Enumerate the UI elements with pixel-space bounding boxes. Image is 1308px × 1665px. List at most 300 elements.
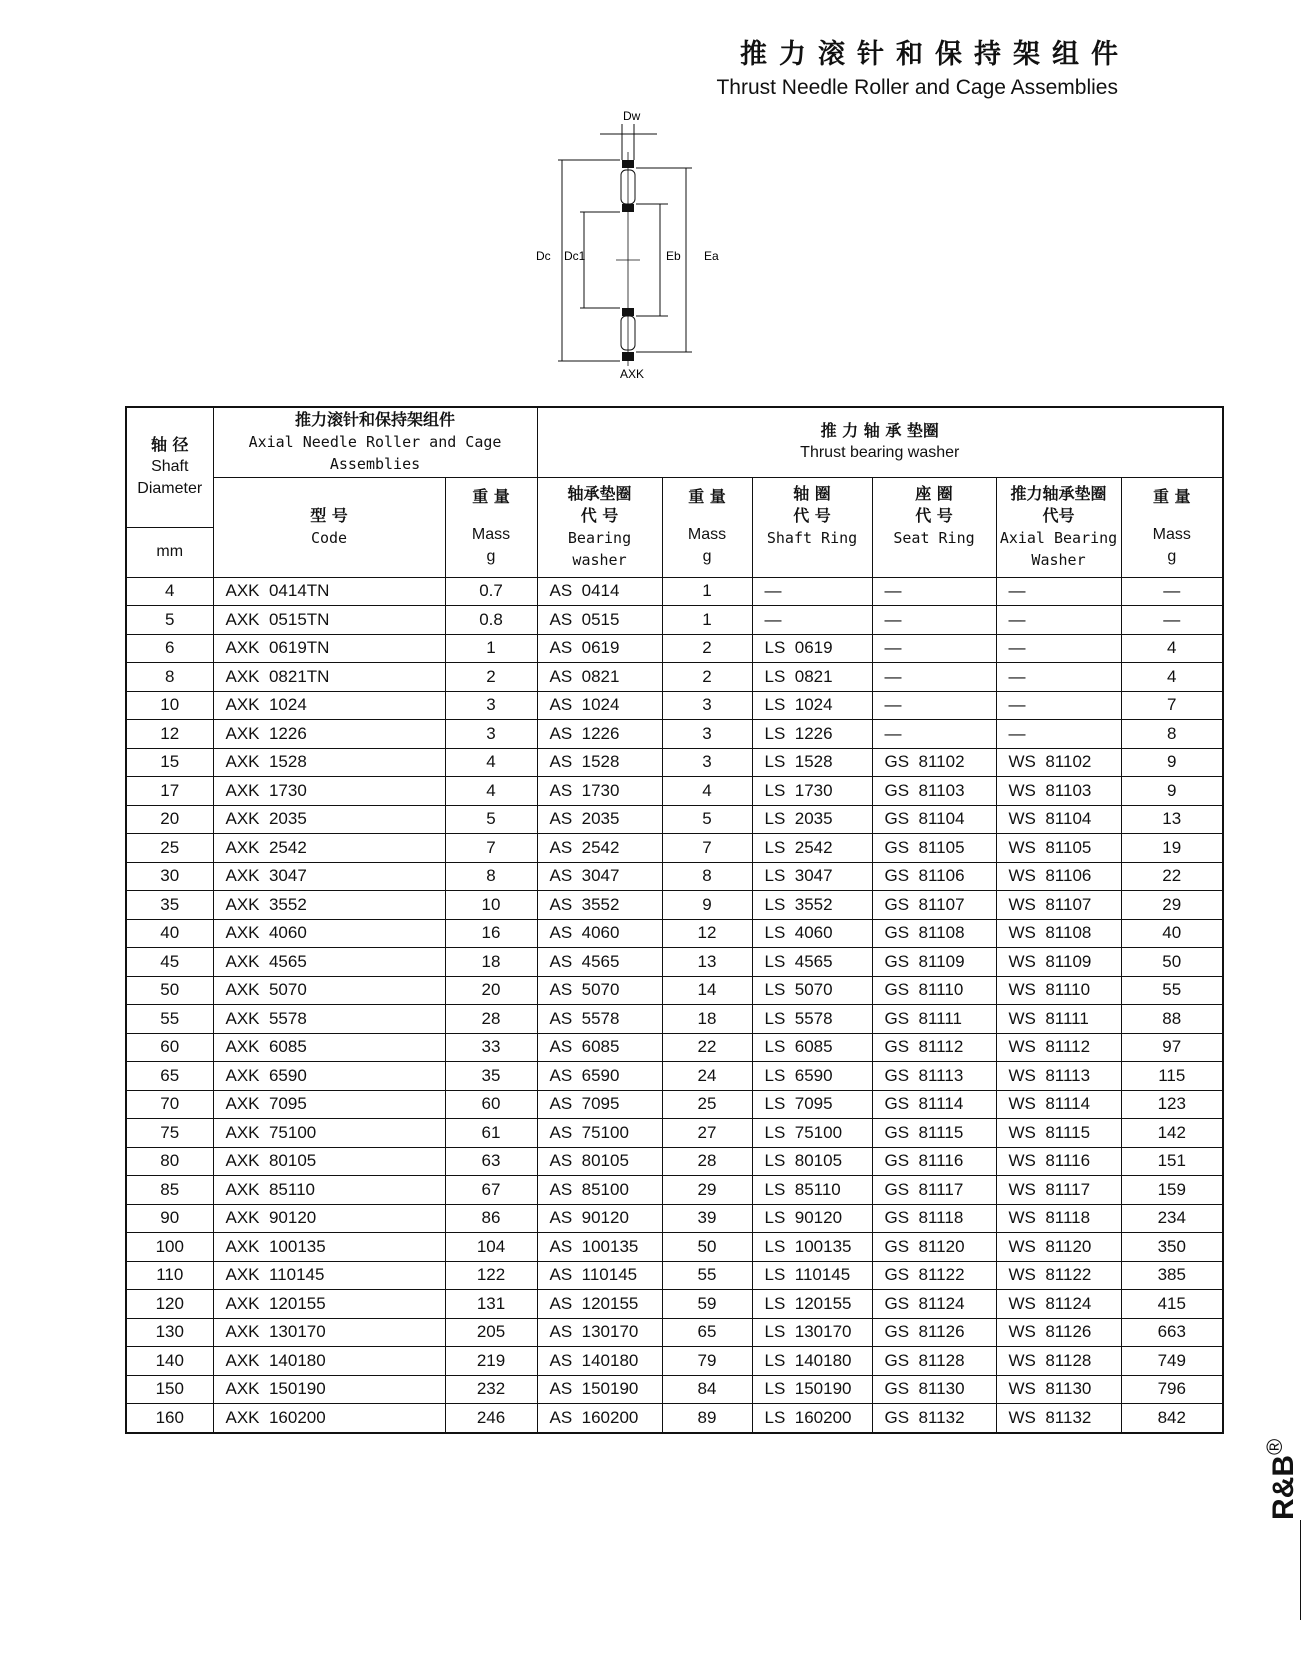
- cell-shaft-ring: LS 2035: [752, 805, 872, 834]
- cell-shaft-ring: LS 85110: [752, 1176, 872, 1205]
- cell-shaft-ring: LS 100135: [752, 1233, 872, 1262]
- table-row: [126, 891, 1223, 920]
- cell-axial-mass: 88: [1121, 1005, 1223, 1034]
- table-row: [126, 1176, 1223, 1205]
- cell-washer-mass: 79: [662, 1347, 752, 1376]
- cell-bearing-washer: AS 85100: [537, 1176, 662, 1205]
- cell-seat-ring: GS 81102: [872, 748, 996, 777]
- cell-mass: 7: [445, 834, 537, 863]
- cell-washer-mass: 2: [662, 634, 752, 663]
- cell-seat-ring: GS 81126: [872, 1318, 996, 1347]
- cell-shaft-diameter: 160: [126, 1404, 213, 1433]
- cell-axial-washer: WS 81108: [996, 919, 1121, 948]
- cell-shaft-ring: LS 6590: [752, 1062, 872, 1091]
- cell-shaft-ring: LS 130170: [752, 1318, 872, 1347]
- cell-axial-washer: WS 81109: [996, 948, 1121, 977]
- cell-axial-mass: 151: [1121, 1147, 1223, 1176]
- cell-axial-washer: WS 81107: [996, 891, 1121, 920]
- cell-bearing-washer: AS 0821: [537, 663, 662, 692]
- cell-washer-mass: 2: [662, 663, 752, 692]
- cell-seat-ring: GS 81118: [872, 1204, 996, 1233]
- cell-code: AXK 7095: [213, 1090, 445, 1119]
- cell-axial-washer: WS 81103: [996, 777, 1121, 806]
- cell-mass: 1: [445, 634, 537, 663]
- table-row: [126, 1204, 1223, 1233]
- cell-bearing-washer: AS 7095: [537, 1090, 662, 1119]
- cell-mass: 35: [445, 1062, 537, 1091]
- cell-seat-ring: GS 81124: [872, 1290, 996, 1319]
- cell-washer-mass: 5: [662, 805, 752, 834]
- cell-seat-ring: —: [872, 577, 996, 606]
- cell-axial-washer: WS 81104: [996, 805, 1121, 834]
- cell-washer-mass: 3: [662, 691, 752, 720]
- cell-seat-ring: GS 81116: [872, 1147, 996, 1176]
- cell-seat-ring: GS 81117: [872, 1176, 996, 1205]
- cell-bearing-washer: AS 2542: [537, 834, 662, 863]
- cell-shaft-diameter: 150: [126, 1375, 213, 1404]
- cell-bearing-washer: AS 5070: [537, 976, 662, 1005]
- cell-washer-mass: 27: [662, 1119, 752, 1148]
- cell-bearing-washer: AS 80105: [537, 1147, 662, 1176]
- header-shaft-ring: 轴 圈 代 号 Shaft Ring: [752, 477, 872, 577]
- cell-shaft-diameter: 12: [126, 720, 213, 749]
- label-ea: Ea: [704, 249, 719, 263]
- cell-shaft-diameter: 15: [126, 748, 213, 777]
- cell-shaft-ring: LS 75100: [752, 1119, 872, 1148]
- cell-shaft-diameter: 65: [126, 1062, 213, 1091]
- cell-axial-washer: WS 81114: [996, 1090, 1121, 1119]
- cell-mass: 18: [445, 948, 537, 977]
- label-eb: Eb: [666, 249, 681, 263]
- cell-axial-washer: —: [996, 634, 1121, 663]
- cell-shaft-diameter: 30: [126, 862, 213, 891]
- header-shaft: 轴 径 Shaft Diameter: [126, 407, 213, 527]
- table-row: [126, 577, 1223, 606]
- cell-code: AXK 150190: [213, 1375, 445, 1404]
- cell-bearing-washer: AS 90120: [537, 1204, 662, 1233]
- cell-shaft-ring: LS 0619: [752, 634, 872, 663]
- cell-shaft-ring: LS 4565: [752, 948, 872, 977]
- cell-mass: 246: [445, 1404, 537, 1433]
- cell-axial-mass: 8: [1121, 720, 1223, 749]
- cell-shaft-ring: LS 150190: [752, 1375, 872, 1404]
- cell-bearing-washer: AS 1024: [537, 691, 662, 720]
- cell-washer-mass: 29: [662, 1176, 752, 1205]
- cell-seat-ring: GS 81122: [872, 1261, 996, 1290]
- cell-shaft-ring: LS 120155: [752, 1290, 872, 1319]
- cell-mass: 5: [445, 805, 537, 834]
- cell-bearing-washer: AS 1528: [537, 748, 662, 777]
- cell-washer-mass: 14: [662, 976, 752, 1005]
- cell-washer-mass: 39: [662, 1204, 752, 1233]
- table-row: [126, 1233, 1223, 1262]
- cell-code: AXK 0414TN: [213, 577, 445, 606]
- table-row: [126, 1261, 1223, 1290]
- cell-code: AXK 1226: [213, 720, 445, 749]
- table-row: [126, 1404, 1223, 1433]
- cell-axial-washer: —: [996, 606, 1121, 635]
- cell-shaft-ring: LS 1024: [752, 691, 872, 720]
- cell-washer-mass: 8: [662, 862, 752, 891]
- table-row: [126, 691, 1223, 720]
- cell-code: AXK 6590: [213, 1062, 445, 1091]
- cell-shaft-diameter: 130: [126, 1318, 213, 1347]
- cell-axial-washer: WS 81105: [996, 834, 1121, 863]
- cell-shaft-diameter: 50: [126, 976, 213, 1005]
- cell-shaft-diameter: 6: [126, 634, 213, 663]
- cell-code: AXK 160200: [213, 1404, 445, 1433]
- cell-axial-mass: 4: [1121, 663, 1223, 692]
- cell-seat-ring: GS 81128: [872, 1347, 996, 1376]
- cell-shaft-diameter: 55: [126, 1005, 213, 1034]
- label-axk: AXK: [620, 367, 645, 381]
- cell-bearing-washer: AS 150190: [537, 1375, 662, 1404]
- cell-axial-mass: 842: [1121, 1404, 1223, 1433]
- cell-code: AXK 4060: [213, 919, 445, 948]
- cell-code: AXK 3047: [213, 862, 445, 891]
- table-row: [126, 1005, 1223, 1034]
- cell-washer-mass: 55: [662, 1261, 752, 1290]
- cell-code: AXK 3552: [213, 891, 445, 920]
- header-group-assemblies: 推力滚针和保持架组件 Axial Needle Roller and Cage Assemblies: [213, 407, 537, 477]
- cell-shaft-diameter: 100: [126, 1233, 213, 1262]
- cell-bearing-washer: AS 2035: [537, 805, 662, 834]
- table-body: [126, 577, 1223, 1433]
- cell-seat-ring: GS 81104: [872, 805, 996, 834]
- cell-mass: 104: [445, 1233, 537, 1262]
- cell-code: AXK 85110: [213, 1176, 445, 1205]
- header-mass-axial: 重 量 Mass g: [1121, 477, 1223, 577]
- cell-axial-mass: 9: [1121, 748, 1223, 777]
- cell-axial-washer: —: [996, 691, 1121, 720]
- cell-washer-mass: 1: [662, 606, 752, 635]
- cell-washer-mass: 1: [662, 577, 752, 606]
- cell-code: AXK 1528: [213, 748, 445, 777]
- cell-shaft-diameter: 90: [126, 1204, 213, 1233]
- cell-shaft-ring: LS 80105: [752, 1147, 872, 1176]
- cell-shaft-ring: LS 3047: [752, 862, 872, 891]
- cell-shaft-diameter: 85: [126, 1176, 213, 1205]
- cell-bearing-washer: AS 3552: [537, 891, 662, 920]
- cell-mass: 3: [445, 691, 537, 720]
- cell-code: AXK 130170: [213, 1318, 445, 1347]
- cell-washer-mass: 3: [662, 720, 752, 749]
- cell-washer-mass: 3: [662, 748, 752, 777]
- cell-axial-mass: 13: [1121, 805, 1223, 834]
- cell-bearing-washer: AS 6590: [537, 1062, 662, 1091]
- cell-shaft-ring: LS 3552: [752, 891, 872, 920]
- cell-axial-washer: WS 81115: [996, 1119, 1121, 1148]
- cell-seat-ring: GS 81103: [872, 777, 996, 806]
- cell-code: AXK 0619TN: [213, 634, 445, 663]
- cell-shaft-ring: LS 1226: [752, 720, 872, 749]
- cell-axial-mass: 234: [1121, 1204, 1223, 1233]
- cell-mass: 122: [445, 1261, 537, 1290]
- cell-washer-mass: 18: [662, 1005, 752, 1034]
- cell-bearing-washer: AS 5578: [537, 1005, 662, 1034]
- cell-seat-ring: GS 81106: [872, 862, 996, 891]
- cell-axial-mass: 385: [1121, 1261, 1223, 1290]
- table-row: [126, 1033, 1223, 1062]
- cell-seat-ring: GS 81112: [872, 1033, 996, 1062]
- cell-shaft-diameter: 35: [126, 891, 213, 920]
- header-seat-ring: 座 圈 代 号 Seat Ring: [872, 477, 996, 577]
- cell-seat-ring: GS 81120: [872, 1233, 996, 1262]
- page-title-cn: 推力滚针和保持架组件: [740, 39, 1130, 70]
- table-row: [126, 862, 1223, 891]
- cell-shaft-ring: LS 110145: [752, 1261, 872, 1290]
- cell-axial-washer: WS 81117: [996, 1176, 1121, 1205]
- cell-shaft-ring: LS 7095: [752, 1090, 872, 1119]
- cell-seat-ring: —: [872, 634, 996, 663]
- cell-shaft-diameter: 17: [126, 777, 213, 806]
- table-row: [126, 1119, 1223, 1148]
- cell-axial-mass: 123: [1121, 1090, 1223, 1119]
- table-row: [126, 948, 1223, 977]
- cell-axial-mass: 142: [1121, 1119, 1223, 1148]
- cell-shaft-ring: LS 140180: [752, 1347, 872, 1376]
- table-row: [126, 976, 1223, 1005]
- logo-divider: [1300, 1520, 1301, 1620]
- cell-seat-ring: GS 81130: [872, 1375, 996, 1404]
- cell-axial-washer: WS 81102: [996, 748, 1121, 777]
- cell-code: AXK 120155: [213, 1290, 445, 1319]
- brand-logo: R&B®: [1262, 1438, 1300, 1520]
- cell-axial-mass: 9: [1121, 777, 1223, 806]
- cell-code: AXK 100135: [213, 1233, 445, 1262]
- cell-shaft-ring: LS 2542: [752, 834, 872, 863]
- cell-code: AXK 2542: [213, 834, 445, 863]
- cell-bearing-washer: AS 1226: [537, 720, 662, 749]
- cell-axial-washer: WS 81116: [996, 1147, 1121, 1176]
- cell-shaft-diameter: 110: [126, 1261, 213, 1290]
- cell-shaft-diameter: 60: [126, 1033, 213, 1062]
- cell-mass: 10: [445, 891, 537, 920]
- cell-shaft-diameter: 80: [126, 1147, 213, 1176]
- cell-seat-ring: GS 81132: [872, 1404, 996, 1433]
- cell-bearing-washer: AS 3047: [537, 862, 662, 891]
- cell-axial-washer: WS 81113: [996, 1062, 1121, 1091]
- cell-axial-washer: WS 81120: [996, 1233, 1121, 1262]
- cell-axial-mass: 115: [1121, 1062, 1223, 1091]
- cell-washer-mass: 13: [662, 948, 752, 977]
- cell-axial-washer: WS 81112: [996, 1033, 1121, 1062]
- cell-shaft-ring: LS 4060: [752, 919, 872, 948]
- cell-shaft-diameter: 25: [126, 834, 213, 863]
- table-row: [126, 663, 1223, 692]
- cell-axial-washer: —: [996, 720, 1121, 749]
- cell-axial-mass: 663: [1121, 1318, 1223, 1347]
- table-row: [126, 606, 1223, 635]
- cell-seat-ring: —: [872, 663, 996, 692]
- cell-shaft-ring: LS 160200: [752, 1404, 872, 1433]
- table-row: [126, 634, 1223, 663]
- cell-axial-mass: 4: [1121, 634, 1223, 663]
- cell-axial-mass: 159: [1121, 1176, 1223, 1205]
- cell-washer-mass: 28: [662, 1147, 752, 1176]
- cell-shaft-diameter: 20: [126, 805, 213, 834]
- table-row: [126, 1375, 1223, 1404]
- cell-mass: 219: [445, 1347, 537, 1376]
- cell-bearing-washer: AS 4565: [537, 948, 662, 977]
- cell-bearing-washer: AS 120155: [537, 1290, 662, 1319]
- cell-seat-ring: —: [872, 606, 996, 635]
- cell-washer-mass: 9: [662, 891, 752, 920]
- cell-code: AXK 80105: [213, 1147, 445, 1176]
- table-row: [126, 919, 1223, 948]
- table-row: [126, 834, 1223, 863]
- cell-code: AXK 5578: [213, 1005, 445, 1034]
- cell-axial-mass: 22: [1121, 862, 1223, 891]
- header-code: 型 号 Code: [213, 477, 445, 577]
- cell-washer-mass: 25: [662, 1090, 752, 1119]
- cell-mass: 2: [445, 663, 537, 692]
- cell-mass: 4: [445, 748, 537, 777]
- cell-axial-washer: WS 81132: [996, 1404, 1121, 1433]
- cell-axial-mass: —: [1121, 577, 1223, 606]
- specification-table: [125, 406, 1224, 1434]
- cell-shaft-diameter: 8: [126, 663, 213, 692]
- cell-mass: 63: [445, 1147, 537, 1176]
- label-dc1: Dc1: [564, 249, 586, 263]
- cell-mass: 60: [445, 1090, 537, 1119]
- table-row: [126, 1147, 1223, 1176]
- table-row: [126, 748, 1223, 777]
- cell-shaft-diameter: 45: [126, 948, 213, 977]
- cell-seat-ring: GS 81111: [872, 1005, 996, 1034]
- cell-axial-mass: 55: [1121, 976, 1223, 1005]
- header-group-washer: 推 力 轴 承 垫圈 Thrust bearing washer: [537, 407, 1223, 477]
- cell-axial-washer: —: [996, 663, 1121, 692]
- header-mass-washer: 重 量 Mass g: [662, 477, 752, 577]
- table-row: [126, 777, 1223, 806]
- cell-shaft-ring: —: [752, 606, 872, 635]
- cell-shaft-ring: LS 6085: [752, 1033, 872, 1062]
- cell-axial-mass: 29: [1121, 891, 1223, 920]
- cell-washer-mass: 7: [662, 834, 752, 863]
- cell-bearing-washer: AS 0414: [537, 577, 662, 606]
- cell-axial-mass: 50: [1121, 948, 1223, 977]
- cell-shaft-diameter: 40: [126, 919, 213, 948]
- cell-seat-ring: GS 81108: [872, 919, 996, 948]
- cell-shaft-diameter: 4: [126, 577, 213, 606]
- cell-code: AXK 0515TN: [213, 606, 445, 635]
- cell-axial-washer: WS 81124: [996, 1290, 1121, 1319]
- cell-axial-mass: 7: [1121, 691, 1223, 720]
- cell-code: AXK 5070: [213, 976, 445, 1005]
- cell-shaft-ring: LS 5070: [752, 976, 872, 1005]
- cell-axial-mass: 749: [1121, 1347, 1223, 1376]
- cell-bearing-washer: AS 160200: [537, 1404, 662, 1433]
- cell-seat-ring: GS 81107: [872, 891, 996, 920]
- cell-axial-mass: 415: [1121, 1290, 1223, 1319]
- cell-bearing-washer: AS 0619: [537, 634, 662, 663]
- cell-washer-mass: 24: [662, 1062, 752, 1091]
- cell-axial-mass: 796: [1121, 1375, 1223, 1404]
- cell-mass: 86: [445, 1204, 537, 1233]
- table-row: [126, 1347, 1223, 1376]
- cell-code: AXK 4565: [213, 948, 445, 977]
- cell-axial-washer: WS 81111: [996, 1005, 1121, 1034]
- cell-washer-mass: 84: [662, 1375, 752, 1404]
- cell-mass: 28: [445, 1005, 537, 1034]
- cell-mass: 8: [445, 862, 537, 891]
- label-dw: Dw: [623, 109, 641, 123]
- table-row: [126, 1318, 1223, 1347]
- cell-code: AXK 140180: [213, 1347, 445, 1376]
- cell-mass: 4: [445, 777, 537, 806]
- table-row: [126, 1090, 1223, 1119]
- cell-axial-washer: —: [996, 577, 1121, 606]
- table-row: [126, 1062, 1223, 1091]
- cell-mass: 131: [445, 1290, 537, 1319]
- cell-bearing-washer: AS 6085: [537, 1033, 662, 1062]
- cell-bearing-washer: AS 140180: [537, 1347, 662, 1376]
- cell-shaft-ring: LS 0821: [752, 663, 872, 692]
- cell-mass: 205: [445, 1318, 537, 1347]
- cell-shaft-diameter: 120: [126, 1290, 213, 1319]
- table-row: [126, 805, 1223, 834]
- cell-washer-mass: 50: [662, 1233, 752, 1262]
- cell-shaft-diameter: 10: [126, 691, 213, 720]
- cell-axial-mass: —: [1121, 606, 1223, 635]
- cell-axial-mass: 350: [1121, 1233, 1223, 1262]
- cell-shaft-diameter: 75: [126, 1119, 213, 1148]
- cell-mass: 16: [445, 919, 537, 948]
- cell-axial-washer: WS 81122: [996, 1261, 1121, 1290]
- cell-mass: 0.8: [445, 606, 537, 635]
- cell-shaft-ring: LS 1730: [752, 777, 872, 806]
- cell-bearing-washer: AS 110145: [537, 1261, 662, 1290]
- cell-code: AXK 0821TN: [213, 663, 445, 692]
- table-row: [126, 720, 1223, 749]
- cell-seat-ring: GS 81105: [872, 834, 996, 863]
- cell-axial-mass: 40: [1121, 919, 1223, 948]
- cell-mass: 0.7: [445, 577, 537, 606]
- cell-axial-washer: WS 81128: [996, 1347, 1121, 1376]
- cell-mass: 3: [445, 720, 537, 749]
- cell-mass: 20: [445, 976, 537, 1005]
- cell-shaft-ring: —: [752, 577, 872, 606]
- cell-seat-ring: —: [872, 720, 996, 749]
- cell-mass: 61: [445, 1119, 537, 1148]
- cell-code: AXK 2035: [213, 805, 445, 834]
- cell-washer-mass: 65: [662, 1318, 752, 1347]
- cell-code: AXK 1024: [213, 691, 445, 720]
- cell-axial-mass: 97: [1121, 1033, 1223, 1062]
- cell-shaft-ring: LS 90120: [752, 1204, 872, 1233]
- cell-shaft-diameter: 140: [126, 1347, 213, 1376]
- cell-seat-ring: —: [872, 691, 996, 720]
- cell-seat-ring: GS 81113: [872, 1062, 996, 1091]
- cell-mass: 232: [445, 1375, 537, 1404]
- label-dc: Dc: [536, 249, 551, 263]
- bearing-diagram: [520, 108, 780, 400]
- cell-code: AXK 75100: [213, 1119, 445, 1148]
- cell-code: AXK 6085: [213, 1033, 445, 1062]
- cell-seat-ring: GS 81115: [872, 1119, 996, 1148]
- cell-code: AXK 90120: [213, 1204, 445, 1233]
- cell-washer-mass: 89: [662, 1404, 752, 1433]
- cell-axial-washer: WS 81106: [996, 862, 1121, 891]
- cell-mass: 67: [445, 1176, 537, 1205]
- header-shaft-unit: mm: [126, 527, 213, 577]
- cell-bearing-washer: AS 4060: [537, 919, 662, 948]
- cell-shaft-ring: LS 1528: [752, 748, 872, 777]
- cell-seat-ring: GS 81114: [872, 1090, 996, 1119]
- cell-shaft-ring: LS 5578: [752, 1005, 872, 1034]
- header-mass: 重 量 Mass g: [445, 477, 537, 577]
